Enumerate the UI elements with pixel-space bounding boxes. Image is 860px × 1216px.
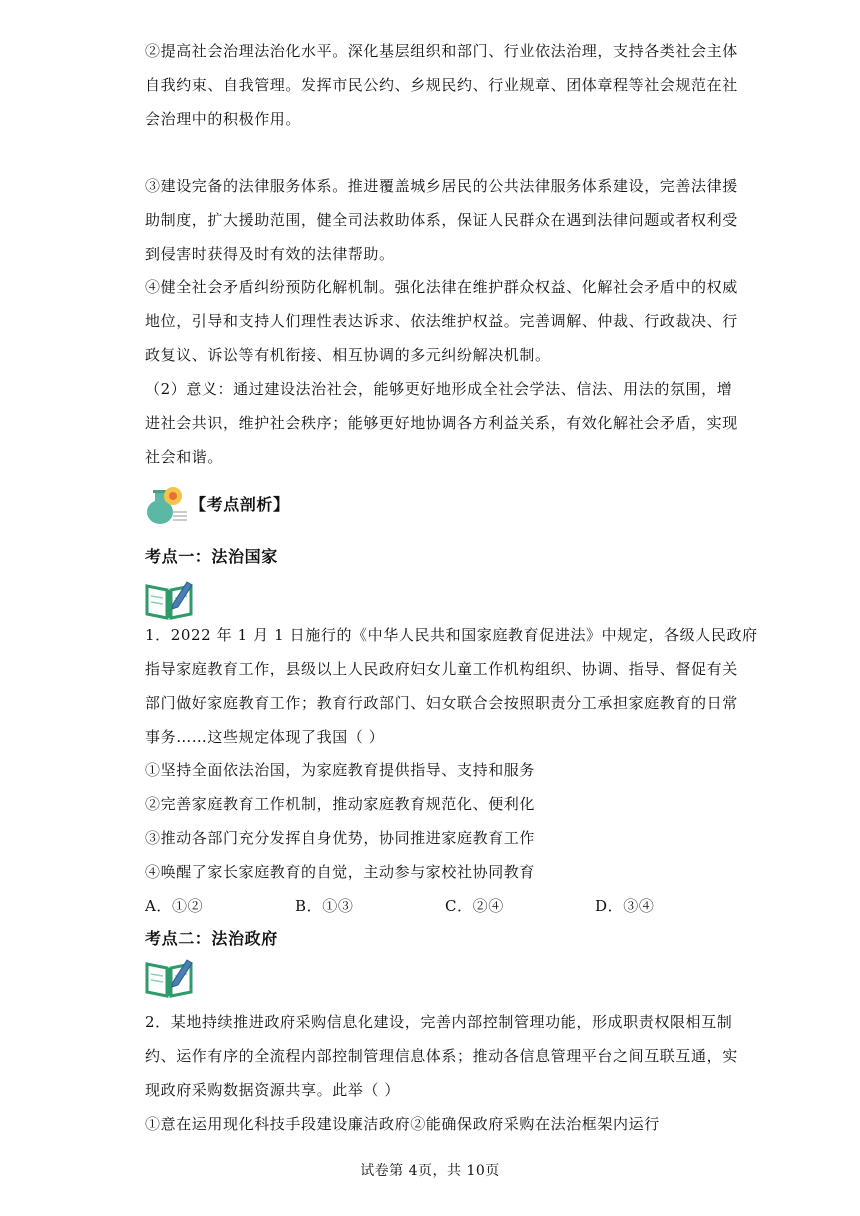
choice-item: ②完善家庭教育工作机制，推动家庭教育规范化、便利化 — [145, 795, 536, 813]
topic-heading: 考点二：法治政府 — [145, 929, 278, 948]
analysis-heading: 【考点剖析】 — [190, 495, 290, 514]
book-pencil-icon — [143, 956, 195, 998]
option-a[interactable]: A．①② — [145, 897, 204, 915]
paragraph-line: 会治理中的积极作用。 — [145, 110, 302, 128]
paragraph-line: ④健全社会矛盾纠纷预防化解机制。强化法律在维护群众权益、化解社会矛盾中的权威 — [145, 278, 738, 296]
question-line: 约、运作有序的全流程内部控制管理信息体系；推动各信息管理平台之间互联互通，实 — [145, 1047, 738, 1065]
paragraph-line: ②提高社会治理法治化水平。深化基层组织和部门、行业依法治理，支持各类社会主体 — [145, 42, 738, 60]
option-d[interactable]: D．③④ — [595, 897, 655, 915]
answer-options — [145, 889, 725, 923]
question-line: 部门做好家庭教育工作；教育行政部门、妇女联合会按照职责分工承担家庭教育的日常 — [145, 694, 738, 712]
paragraph-line: 自我约束、自我管理。发挥市民公约、乡规民约、行业规章、团体章程等社会规范在社 — [145, 76, 738, 94]
page-footer: 试卷第 4页，共 10页 — [360, 1163, 500, 1179]
paragraph-line: （2）意义：通过建设法治社会，能够更好地形成全社会学法、信法、用法的氛围，增 — [145, 380, 733, 398]
choice-item: ①意在运用现化科技手段建设廉洁政府②能确保政府采购在法治框架内运行 — [145, 1115, 660, 1133]
topic-heading: 考点一：法治国家 — [145, 547, 278, 566]
paragraph-line: 政复议、诉讼等有机衔接、相互协调的多元纠纷解决机制。 — [145, 346, 551, 364]
option-b[interactable]: B．①③ — [295, 897, 354, 915]
question-line: 1．2022 年 1 月 1 日施行的《中华人民共和国家庭教育促进法》中规定，各级人民政府 — [145, 626, 758, 644]
question-line: 指导家庭教育工作，县级以上人民政府妇女儿童工作机构组织、协调、指导、督促有关 — [145, 660, 738, 678]
paragraph-line: 地位，引导和支持人们理性表达诉求、依法维护权益。完善调解、仲裁、行政裁决、行 — [145, 312, 738, 330]
paragraph-line: 助制度，扩大援助范围，健全司法救助体系，保证人民群众在遇到法律问题或者权利受 — [145, 211, 738, 229]
paragraph-line: 到侵害时获得及时有效的法律帮助。 — [145, 245, 395, 263]
question-line: 2．某地持续推进政府采购信息化建设，完善内部控制管理功能，形成职责权限相互制 — [145, 1013, 733, 1031]
choice-item: ①坚持全面依法治国，为家庭教育提供指导、支持和服务 — [145, 761, 536, 779]
paragraph-line: 社会和谐。 — [145, 448, 224, 466]
paragraph-line: 进社会共识，维护社会秩序；能够更好地协调各方利益关系，有效化解社会矛盾，实现 — [145, 414, 738, 432]
question-line: 现政府采购数据资源共享。此举（ ） — [145, 1081, 400, 1099]
option-c[interactable]: C．②④ — [445, 897, 504, 915]
question-line: 事务……这些规定体现了我国（ ） — [145, 728, 385, 746]
choice-item: ④唤醒了家长家庭教育的自觉，主动参与家校社协同教育 — [145, 863, 536, 881]
choice-item: ③推动各部门充分发挥自身优势，协同推进家庭教育工作 — [145, 829, 536, 847]
flask-icon — [143, 484, 189, 526]
paragraph-line: ③建设完备的法律服务体系。推进覆盖城乡居民的公共法律服务体系建设，完善法律援 — [145, 177, 738, 195]
book-pencil-icon — [143, 578, 195, 620]
